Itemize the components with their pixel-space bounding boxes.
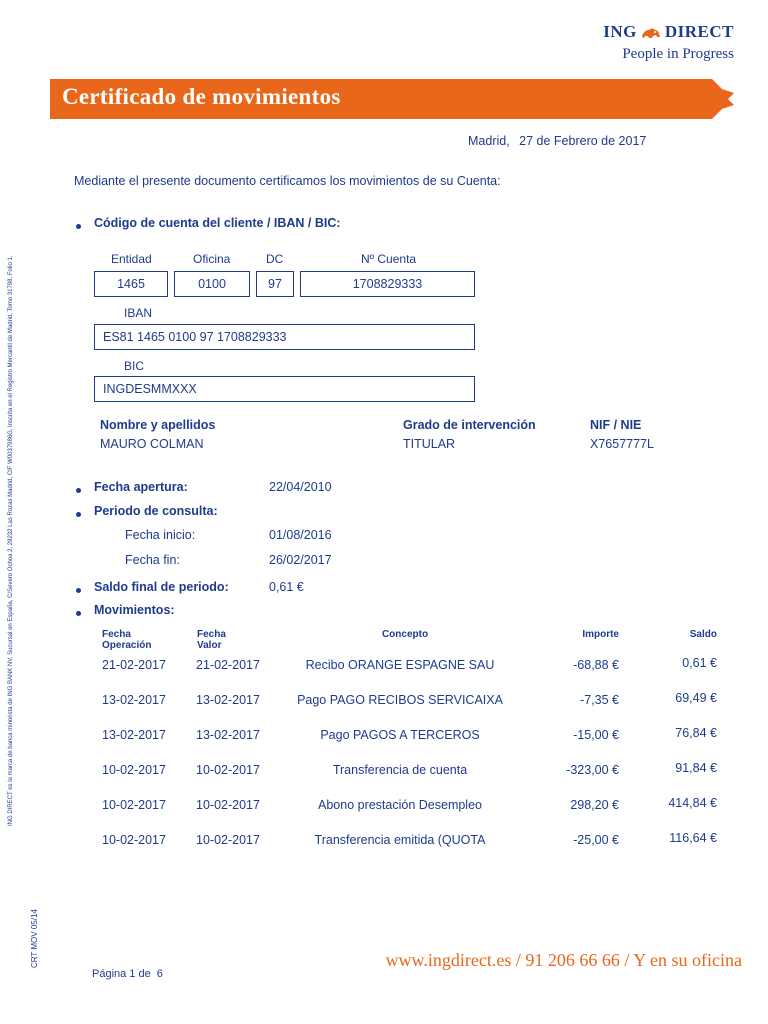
saldo-value: 0,61 € <box>269 580 304 594</box>
logo-brand-left: ING <box>603 22 637 41</box>
row-importe: -15,00 € <box>573 728 619 742</box>
row-saldo: 0,61 € <box>682 656 717 670</box>
inicio-label: Fecha inicio: <box>125 528 196 542</box>
row-fecha-operacion: 10-02-2017 <box>102 798 166 812</box>
holder-nif: X7657777L <box>590 437 654 451</box>
legal-sidebar-text: ING DIRECT es la marca de banca minorista de ING BANK NV, Sucursal en España, C/Severo Ochoa 2, 28232 Las Rozas Madrid, CIF W0037986G, inscrita en el Registro Mercantil de Madrid, Tomo 31798, Folio 1. <box>8 255 14 826</box>
col-concepto: Concepto <box>381 629 429 640</box>
col-fecha-operacion-line2: Operación <box>102 640 152 651</box>
document-date-line <box>468 134 646 148</box>
logo-brand-right: DIRECT <box>664 22 734 41</box>
fin-label: Fecha fin: <box>125 553 180 567</box>
row-fecha-valor: 21-02-2017 <box>196 658 260 672</box>
row-fecha-operacion: 21-02-2017 <box>102 658 166 672</box>
intro-text: Mediante el presente documento certificamos los movimientos de su Cuenta: <box>74 174 501 188</box>
entidad-label: Entidad <box>111 252 152 266</box>
bullet-icon <box>76 488 81 493</box>
col-saldo: Saldo <box>689 629 717 640</box>
saldo-label: Saldo final de periodo: <box>94 580 229 594</box>
row-concepto: Transferencia emitida (QUOTA <box>314 833 486 847</box>
document-date: 27 de Febrero de 2017 <box>519 134 647 148</box>
cuenta-label: Nº Cuenta <box>361 252 417 266</box>
row-concepto: Recibo ORANGE ESPAGNE SAU <box>305 658 495 672</box>
row-fecha-valor: 13-02-2017 <box>196 728 260 742</box>
col-fecha-operacion-line1: Fecha <box>102 629 131 640</box>
col-fecha-operacion <box>102 629 151 651</box>
holder-role-label: Grado de intervención <box>403 418 536 432</box>
footer-contact[interactable]: www.ingdirect.es / 91 206 66 66 / Y en su oficina <box>385 950 742 970</box>
document-place: Madrid, <box>468 134 510 148</box>
row-fecha-operacion: 13-02-2017 <box>102 693 166 707</box>
bullet-icon <box>76 512 81 517</box>
row-fecha-operacion: 13-02-2017 <box>102 728 166 742</box>
holder-name-label: Nombre y apellidos <box>100 418 216 432</box>
iban-field: ES81 1465 0100 97 1708829333 <box>94 324 475 350</box>
bic-field: INGDESMMXXX <box>94 376 475 402</box>
periodo-label: Periodo de consulta: <box>94 504 218 518</box>
ing-direct-logo <box>594 22 734 63</box>
inicio-value: 01/08/2016 <box>269 528 332 542</box>
col-fecha-valor-line1: Fecha <box>197 629 226 640</box>
oficina-label: Oficina <box>193 252 231 266</box>
page-title: Certificado de movimientos <box>62 84 341 109</box>
row-fecha-valor: 10-02-2017 <box>196 763 260 777</box>
col-importe: Importe <box>582 629 619 640</box>
row-fecha-operacion: 10-02-2017 <box>102 763 166 777</box>
entidad-field: 1465 <box>94 271 168 297</box>
document-code: CRT MOV 05/14 <box>30 909 39 968</box>
bullet-icon <box>76 224 81 229</box>
dc-label: DC <box>266 252 284 266</box>
row-saldo: 69,49 € <box>675 691 717 705</box>
holder-name: MAURO COLMAN <box>100 437 204 451</box>
row-importe: -25,00 € <box>573 833 619 847</box>
row-fecha-valor: 10-02-2017 <box>196 833 260 847</box>
oficina-field: 0100 <box>174 271 250 297</box>
logo-tagline: People in Progress <box>622 46 734 62</box>
account-heading: Código de cuenta del cliente / IBAN / BIC: <box>94 216 341 230</box>
row-saldo: 91,84 € <box>675 761 717 775</box>
logo-wordmark <box>594 22 734 42</box>
bullet-icon <box>76 588 81 593</box>
page-number <box>92 968 163 980</box>
holder-nif-label: NIF / NIE <box>590 418 642 432</box>
row-fecha-valor: 10-02-2017 <box>196 798 260 812</box>
bic-label: BIC <box>124 359 145 373</box>
col-fecha-valor <box>197 629 226 651</box>
movimientos-label: Movimientos: <box>94 603 175 617</box>
row-concepto: Transferencia de cuenta <box>332 763 468 777</box>
fin-value: 26/02/2017 <box>269 553 332 567</box>
row-importe: -68,88 € <box>573 658 619 672</box>
col-fecha-valor-line2: Valor <box>197 640 222 651</box>
row-importe: 298,20 € <box>570 798 619 812</box>
row-saldo: 414,84 € <box>668 796 717 810</box>
row-fecha-operacion: 10-02-2017 <box>102 833 166 847</box>
row-importe: -323,00 € <box>566 763 619 777</box>
row-saldo: 116,64 € <box>669 831 717 845</box>
page-number-total: 6 <box>156 968 163 980</box>
apertura-label: Fecha apertura: <box>94 480 188 494</box>
holder-role: TITULAR <box>403 437 456 451</box>
lion-icon <box>640 26 662 40</box>
row-saldo: 76,84 € <box>675 726 717 740</box>
row-concepto: Pago PAGO RECIBOS SERVICAIXA <box>297 693 503 707</box>
page-number-label: Página 1 de <box>92 968 151 980</box>
iban-label: IBAN <box>124 306 153 320</box>
cuenta-field: 1708829333 <box>300 271 475 297</box>
row-fecha-valor: 13-02-2017 <box>196 693 260 707</box>
row-concepto: Abono prestación Desempleo <box>318 798 482 812</box>
row-importe: -7,35 € <box>580 693 619 707</box>
bullet-icon <box>76 611 81 616</box>
apertura-value: 22/04/2010 <box>269 480 332 494</box>
row-concepto: Pago PAGOS A TERCEROS <box>320 728 480 742</box>
dc-field: 97 <box>256 271 294 297</box>
